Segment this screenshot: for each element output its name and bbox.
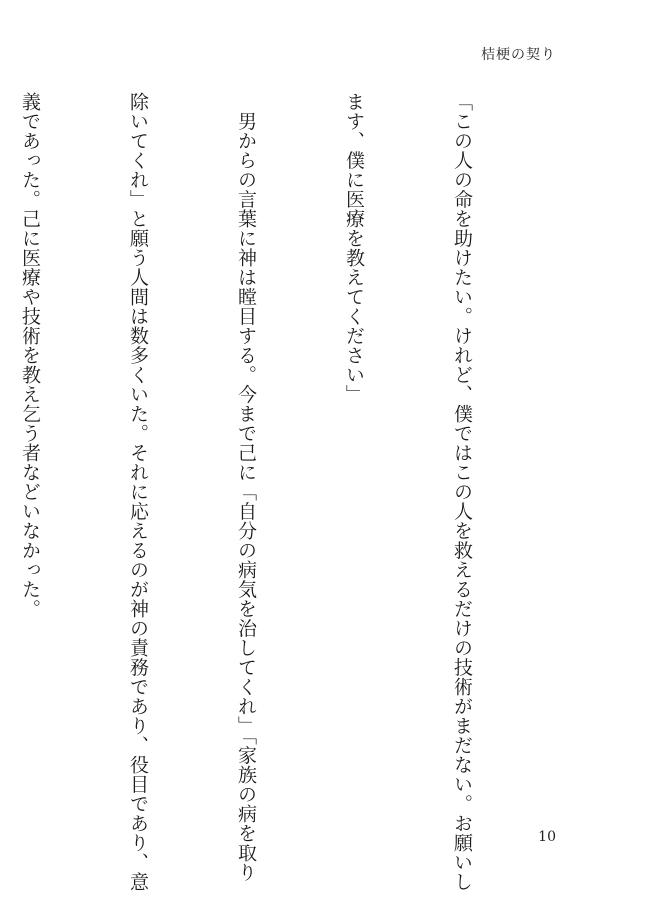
text-line: 「この人の命を助けたい。けれど、僕ではこの人を救えるだけの技術がまだない。お願いし xyxy=(451,92,473,892)
text-line: 義であった。己に医療や技術を教え乞う者などいなかった。 xyxy=(19,92,41,619)
running-title: 桔梗の契り xyxy=(481,47,556,63)
text-line: 除いてくれ」と願う人間は数多くいた。それに応えるのが神の責務であり、役目であり、意 xyxy=(127,92,149,892)
page-number: 10 xyxy=(538,829,556,845)
text-line: ます、僕に医療を教えてください」 xyxy=(343,92,365,404)
text-line: 男からの言葉に神は瞠目する。今まで己に「自分の病気を治してくれ」「家族の病を取り xyxy=(235,92,257,882)
